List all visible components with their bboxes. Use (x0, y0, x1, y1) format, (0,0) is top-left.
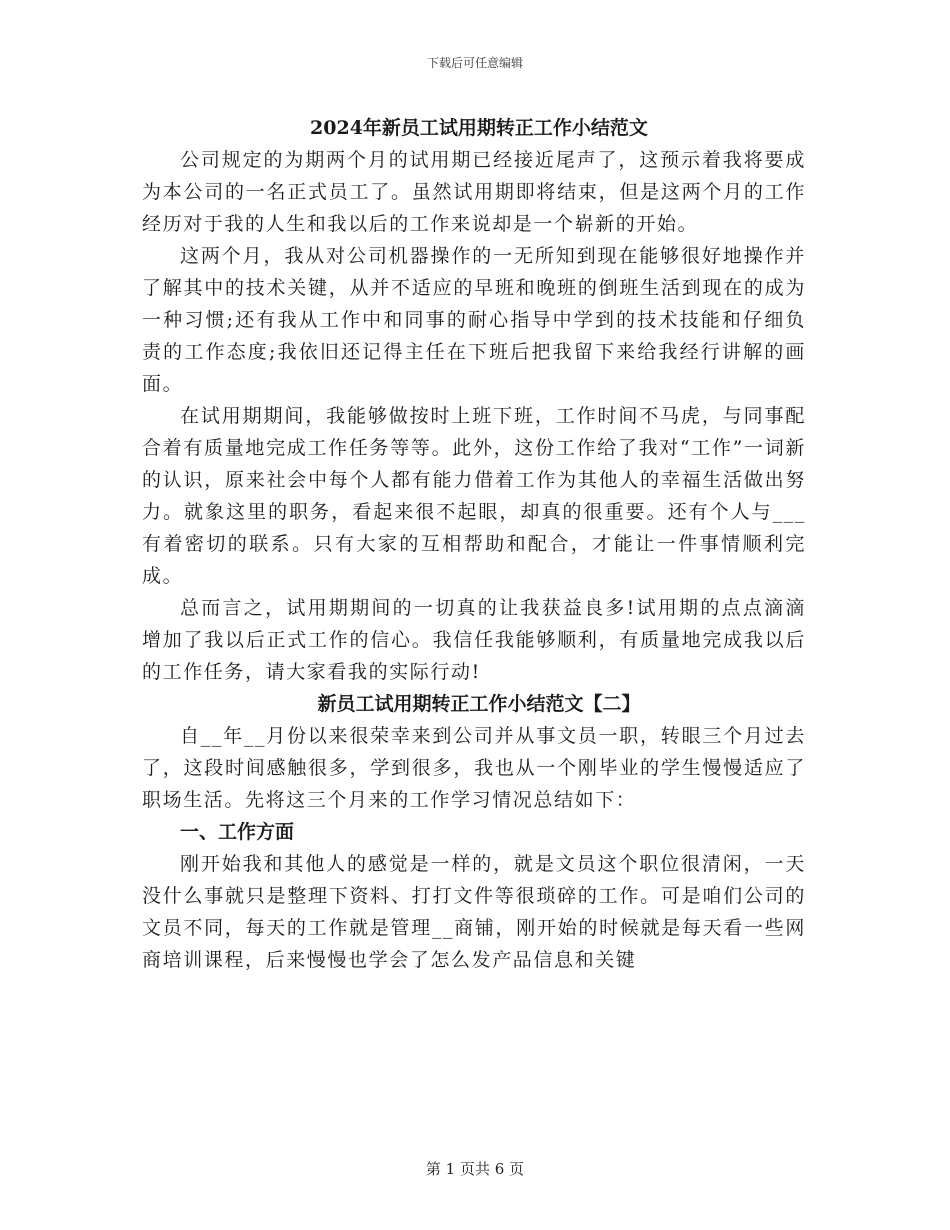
paragraph: 这两个月，我从对公司机器操作的一无所知到现在能够很好地操作并了解其中的技术关键，从并不适应的早班和晚班的倒班生活到现在的成为一种习惯;还有我从工作中和同事的耐心指导中学到的技术技能和仔细负责的工作态度;我依旧还记得主任在下班后把我留下来给我经行讲解的画面。 (142, 245, 806, 395)
document-body (142, 112, 806, 976)
page-footer: 第 1 页共 6 页 (425, 1160, 525, 1178)
paragraph: 在试用期期间，我能够做按时上班下班，工作时间不马虎，与同事配合着有质量地完成工作任务等等。此外，这份工作给了我对“工作”一词新的认识，原来社会中每个人都有能力借着工作为其他人的幸福生活做出努力。就象这里的职务，看起来很不起眼，却真的很重要。还有个人与___有着密切的联系。只有大家的互相帮助和配合，才能让一件事情顺利完成。 (142, 405, 806, 587)
header-note: 下载后可任意编辑 (426, 56, 523, 70)
section-heading: 一、工作方面 (180, 821, 295, 843)
paragraph: 公司规定的为期两个月的试用期已经接近尾声了，这预示着我将要成为本公司的一名正式员工了。虽然试用期即将结束，但是这两个月的工作经历对于我的人生和我以后的工作来说却是一个崭新的开始。 (142, 149, 806, 235)
section-title-2: 新员工试用期转正工作小结范文【二】 (317, 693, 641, 715)
paragraph: 自__年__月份以来很荣幸来到公司并从事文员一职，转眼三个月过去了，这段时间感触很多，学到很多，我也从一个刚毕业的学生慢慢适应了职场生活。先将这三个月来的工作学习情况总结如下： (142, 725, 806, 811)
paragraph: 总而言之，试用期期间的一切真的让我获益良多!试用期的点点滴滴增加了我以后正式工作的信心。我信任我能够顺利，有质量地完成我以后的工作任务，请大家看我的实际行动! (142, 597, 806, 683)
paragraph: 刚开始我和其他人的感觉是一样的，就是文员这个职位很清闲，一天没什么事就只是整理下资料、打打文件等很琐碎的工作。可是咱们公司的文员不同，每天的工作就是管理__商铺，刚开始的时候就是每天看一些网商培训课程，后来慢慢也学会了怎么发产品信息和关键 (142, 853, 806, 971)
document-title: 2024年新员工试用期转正工作小结范文 (310, 117, 648, 139)
